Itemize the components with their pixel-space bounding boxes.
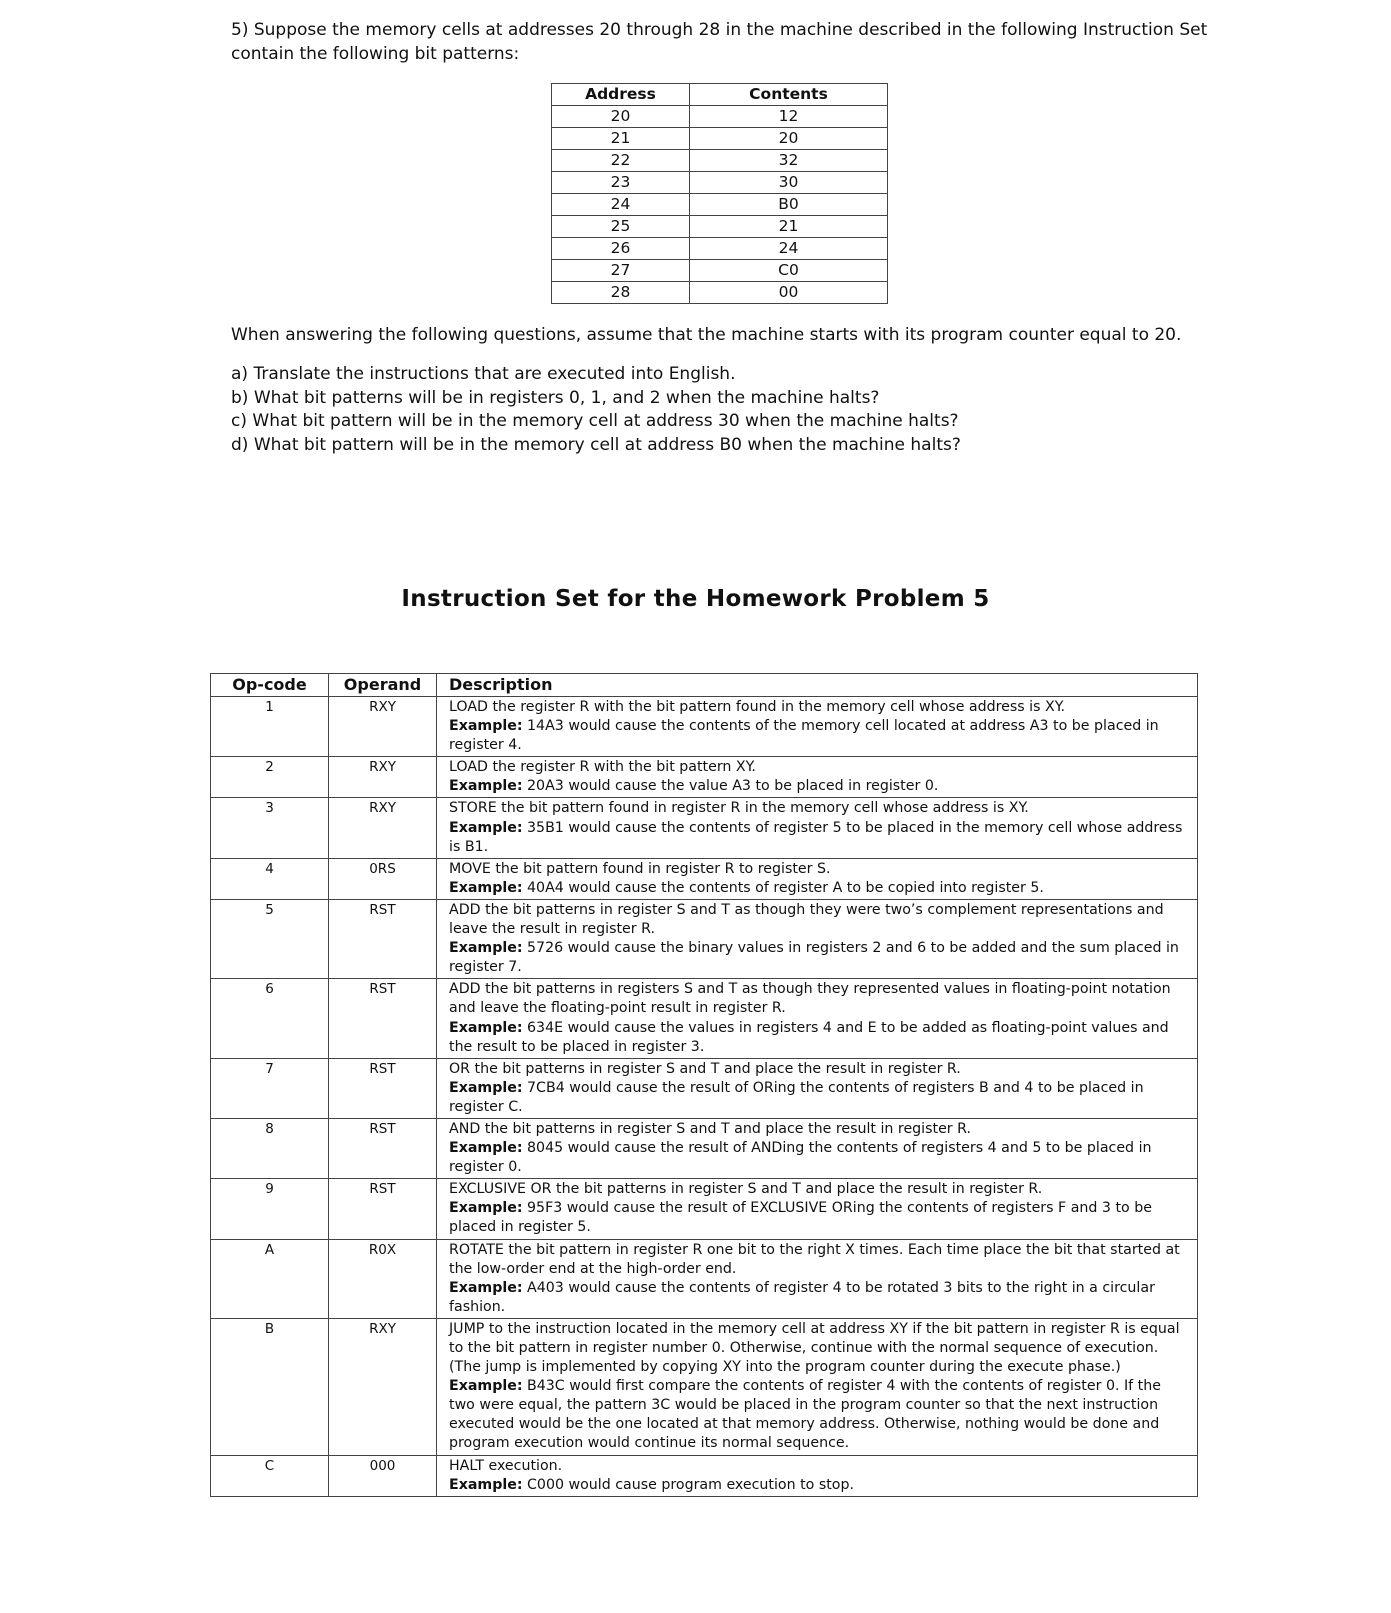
description-text: STORE the bit pattern found in register R in the memory cell whose address is XY. xyxy=(449,800,1029,817)
description-cell xyxy=(437,979,1198,1058)
example-line xyxy=(449,777,1189,796)
memory-row xyxy=(552,106,888,128)
description-cell xyxy=(437,858,1198,899)
memory-address: 23 xyxy=(552,172,690,194)
question-c: c) What bit pattern will be in the memory cell at address 30 when the machine halts? xyxy=(231,411,959,431)
operand-cell: RST xyxy=(329,1118,437,1178)
instruction-row xyxy=(211,1118,1198,1178)
description-text: HALT execution. xyxy=(449,1457,563,1474)
example-label: Example: xyxy=(449,1279,523,1296)
question-list xyxy=(231,363,1231,457)
memory-row xyxy=(552,260,888,282)
header-operand: Operand xyxy=(329,674,437,697)
opcode-cell: A xyxy=(211,1239,329,1318)
memory-row xyxy=(552,172,888,194)
memory-address: 20 xyxy=(552,106,690,128)
memory-contents: 12 xyxy=(690,106,888,128)
memory-contents: 32 xyxy=(690,150,888,172)
description-text: ADD the bit patterns in registers S and T as though they represented values in floating-point notation and leave the floating-point result in register R. xyxy=(449,981,1171,1017)
example-text: B43C would first compare the contents of register 4 with the contents of register 0. If the two were equal, the pattern 3C would be placed in the program counter so that the next instruction executed would be the one located at that memory address. Otherwise, nothing would be done and program execution would continue its normal sequence. xyxy=(449,1378,1161,1452)
operand-cell: RST xyxy=(329,1179,437,1239)
memory-contents: C0 xyxy=(690,260,888,282)
memory-row xyxy=(552,194,888,216)
opcode-cell: 6 xyxy=(211,979,329,1058)
example-line xyxy=(449,879,1189,898)
instruction-row xyxy=(211,798,1198,858)
instruction-set-table xyxy=(210,673,1198,1497)
opcode-cell: 5 xyxy=(211,899,329,978)
memory-address: 22 xyxy=(552,150,690,172)
header-opcode: Op-code xyxy=(211,674,329,697)
example-label: Example: xyxy=(449,1200,523,1217)
memory-contents: 30 xyxy=(690,172,888,194)
example-line xyxy=(449,717,1189,755)
description-text: MOVE the bit pattern found in register R to register S. xyxy=(449,860,831,877)
example-line xyxy=(449,939,1189,977)
instruction-row xyxy=(211,1318,1198,1455)
example-line xyxy=(449,1139,1189,1177)
description-cell xyxy=(437,899,1198,978)
description-text: LOAD the register R with the bit pattern XY. xyxy=(449,759,756,776)
instruction-set-body xyxy=(211,697,1198,1497)
example-label: Example: xyxy=(449,1079,523,1096)
description-cell xyxy=(437,798,1198,858)
description-text: OR the bit patterns in register S and T and place the result in register R. xyxy=(449,1060,961,1077)
example-label: Example: xyxy=(449,940,523,957)
example-text: 14A3 would cause the contents of the memory cell located at address A3 to be placed in register 4. xyxy=(449,718,1159,754)
problem-intro: 5) Suppose the memory cells at addresses 20 through 28 in the machine described in the following Instruction Set contain the following bit patterns: xyxy=(231,20,1208,64)
opcode-cell: 2 xyxy=(211,757,329,798)
operand-cell: RXY xyxy=(329,757,437,798)
example-label: Example: xyxy=(449,1476,523,1493)
example-text: 5726 would cause the binary values in registers 2 and 6 to be added and the sum placed in register 7. xyxy=(449,940,1179,976)
program-counter-note: When answering the following questions, assume that the machine starts with its program counter equal to 20. xyxy=(231,325,1182,345)
example-line xyxy=(449,1019,1189,1057)
instruction-set-title: Instruction Set for the Homework Problem 5 xyxy=(401,586,990,612)
description-cell xyxy=(437,757,1198,798)
memory-header-address: Address xyxy=(552,84,690,106)
question-b: b) What bit patterns will be in registers 0, 1, and 2 when the machine halts? xyxy=(231,387,880,408)
example-text: 95F3 would cause the result of EXCLUSIVE ORing the contents of registers F and 3 to be placed in register 5. xyxy=(449,1200,1152,1236)
memory-contents: 20 xyxy=(690,128,888,150)
opcode-cell: 8 xyxy=(211,1118,329,1178)
memory-row xyxy=(552,238,888,260)
example-text: 20A3 would cause the value A3 to be placed in register 0. xyxy=(522,778,939,795)
example-label: Example: xyxy=(449,1378,523,1395)
memory-address: 28 xyxy=(552,282,690,304)
description-text: ROTATE the bit pattern in register R one bit to the right X times. Each time place the bit that started at the low-order end at the high-order end. xyxy=(449,1241,1180,1277)
memory-contents: 00 xyxy=(690,282,888,304)
opcode-cell: 9 xyxy=(211,1179,329,1239)
example-text: A403 would cause the contents of register 4 to be rotated 3 bits to the right in a circular fashion. xyxy=(449,1279,1155,1315)
example-text: 7CB4 would cause the result of ORing the contents of registers B and 4 to be placed in register C. xyxy=(449,1079,1144,1115)
opcode-cell: 7 xyxy=(211,1058,329,1118)
memory-contents: B0 xyxy=(690,194,888,216)
operand-cell: RXY xyxy=(329,1318,437,1455)
instruction-row xyxy=(211,757,1198,798)
question-a: a) Translate the instructions that are executed into English. xyxy=(231,364,736,384)
description-cell xyxy=(437,1318,1198,1455)
description-cell xyxy=(437,1239,1198,1318)
description-cell xyxy=(437,697,1198,757)
instruction-row xyxy=(211,979,1198,1058)
memory-address: 27 xyxy=(552,260,690,282)
example-label: Example: xyxy=(449,1140,523,1157)
instruction-row xyxy=(211,1239,1198,1318)
description-cell xyxy=(437,1455,1198,1496)
example-line xyxy=(449,1199,1189,1237)
memory-contents: 21 xyxy=(690,216,888,238)
example-line xyxy=(449,1079,1189,1117)
example-text: 8045 would cause the result of ANDing the contents of registers 4 and 5 to be placed in register 0. xyxy=(449,1140,1152,1176)
example-line xyxy=(449,1279,1189,1317)
description-cell xyxy=(437,1118,1198,1178)
description-text: LOAD the register R with the bit pattern found in the memory cell whose address is XY. xyxy=(449,699,1066,715)
operand-cell: RXY xyxy=(329,798,437,858)
opcode-cell: 3 xyxy=(211,798,329,858)
memory-header-contents: Contents xyxy=(690,84,888,106)
instruction-row xyxy=(211,858,1198,899)
question-d: d) What bit pattern will be in the memory cell at address B0 when the machine halts? xyxy=(231,434,961,455)
operand-cell: RST xyxy=(329,1058,437,1118)
memory-address: 21 xyxy=(552,128,690,150)
memory-contents: 24 xyxy=(690,238,888,260)
example-label: Example: xyxy=(449,879,523,896)
operand-cell: 000 xyxy=(329,1455,437,1496)
example-text: 40A4 would cause the contents of register A to be copied into register 5. xyxy=(522,879,1044,896)
example-label: Example: xyxy=(449,819,523,836)
description-text: EXCLUSIVE OR the bit patterns in register S and T and place the result in register R. xyxy=(449,1181,1043,1198)
operand-cell: 0RS xyxy=(329,858,437,899)
description-text: JUMP to the instruction located in the memory cell at address XY if the bit pattern in register R is equal to the bit pattern in register number 0. Otherwise, continue with the normal sequence of execution. (The jump is implemented by copying XY into the program counter during the execute phase.) xyxy=(449,1320,1180,1376)
operand-cell: R0X xyxy=(329,1239,437,1318)
example-text: 35B1 would cause the contents of register 5 to be placed in the memory cell whose address is B1. xyxy=(449,819,1183,855)
description-cell xyxy=(437,1179,1198,1239)
memory-row xyxy=(552,128,888,150)
instruction-row xyxy=(211,899,1198,978)
example-label: Example: xyxy=(449,1019,523,1036)
memory-row xyxy=(552,150,888,172)
instruction-row xyxy=(211,697,1198,757)
example-label: Example: xyxy=(449,718,523,735)
memory-row xyxy=(552,216,888,238)
example-line xyxy=(449,1377,1189,1453)
instruction-row xyxy=(211,1455,1198,1496)
instruction-row xyxy=(211,1179,1198,1239)
memory-row xyxy=(552,282,888,304)
opcode-cell: 4 xyxy=(211,858,329,899)
opcode-cell: C xyxy=(211,1455,329,1496)
example-line xyxy=(449,1476,1189,1495)
memory-table xyxy=(551,83,888,304)
operand-cell: RST xyxy=(329,899,437,978)
description-text: ADD the bit patterns in register S and T as though they were two’s complement representations and leave the result in register R. xyxy=(449,901,1164,938)
memory-address: 25 xyxy=(552,216,690,238)
opcode-cell: 1 xyxy=(211,697,329,757)
opcode-cell: B xyxy=(211,1318,329,1455)
example-label: Example: xyxy=(449,778,523,795)
example-line xyxy=(449,819,1189,857)
description-cell xyxy=(437,1058,1198,1118)
instruction-row xyxy=(211,1058,1198,1118)
memory-table-body xyxy=(552,106,888,304)
operand-cell: RXY xyxy=(329,697,437,757)
operand-cell: RST xyxy=(329,979,437,1058)
example-text: C000 would cause program execution to stop. xyxy=(522,1476,854,1493)
header-description: Description xyxy=(437,674,1198,697)
memory-address: 24 xyxy=(552,194,690,216)
memory-address: 26 xyxy=(552,238,690,260)
example-text: 634E would cause the values in registers 4 and E to be added as floating-point values and the result to be placed in register 3. xyxy=(449,1019,1169,1055)
description-text: AND the bit patterns in register S and T and place the result in register R. xyxy=(449,1120,972,1137)
